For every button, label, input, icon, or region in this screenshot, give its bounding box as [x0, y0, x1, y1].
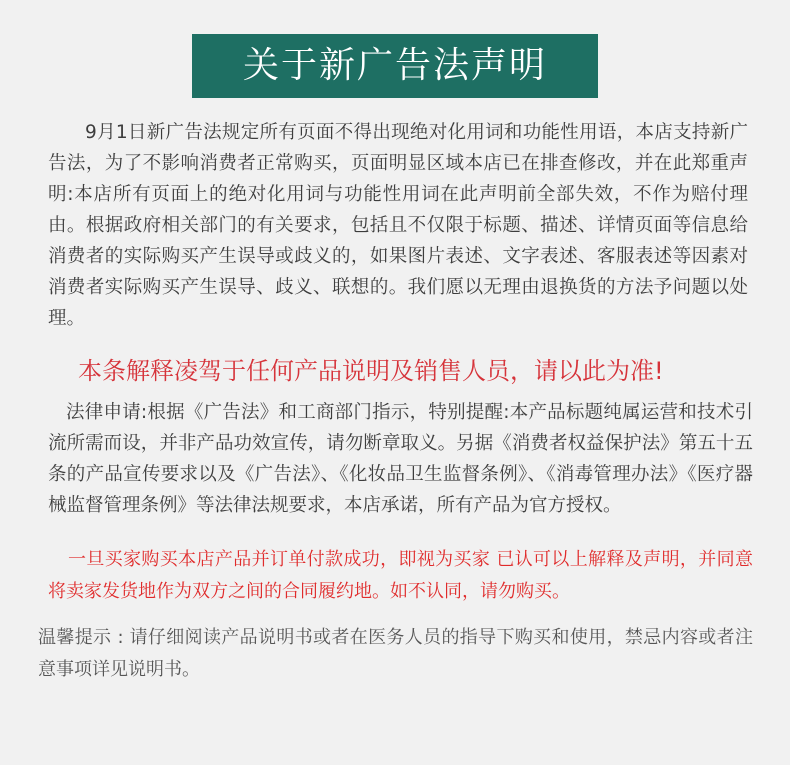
- page-title: 关于新广告法声明: [192, 34, 598, 98]
- purchase-agreement-notice: 一旦买家购买本店产品并订单付款成功，即视为买家 已认可以上解释及声明，并同意将卖家发货地作为双方之间的合同履约地。如不认同，请勿购买。: [48, 549, 753, 602]
- warm-tip-paragraph: 温馨提示 : 请仔细阅读产品说明书或者在医务人员的指导下购买和使用，禁忌内容或者注意事项详见说明书。: [38, 627, 753, 680]
- emphasis-statement: 本条解释凌驾于任何产品说明及销售人员，请以此为准!: [78, 357, 664, 385]
- statement-paragraph-ad-law: 9月1日新广告法规定所有页面不得出现绝对化用词和功能性用语，本店支持新广告法，为了不影响消费者正常购买，页面明显区域本店已在排查修改，并在此郑重声明:本店所有页面上的绝对化用词与功能性用词在此声明前全部失效，不作为赔付理由。根据政府相关部门的有关要求，包括且不仅限于标题、描述、详情页面等信息给消费者的实际购买产生误导或歧义的，如果图片表述、文字表述、客服表述等因素对消费者实际购买产生误导、歧义、联想的。我们愿以无理由退换货的方法予问题以处理。: [48, 122, 748, 329]
- legal-notice-paragraph: 法律申请:根据《广告法》和工商部门指示，特别提醒:本产品标题纯属运营和技术引流所需而设，并非产品功效宣传，请勿断章取义。另据《消费者权益保护法》第五十五条的产品宣传要求以及《广告法》、《化妆品卫生监督条例》、《消毒管理办法》《医疗器械监督管理条例》等法律法规要求，本店承诺，所有产品为官方授权。: [48, 402, 753, 516]
